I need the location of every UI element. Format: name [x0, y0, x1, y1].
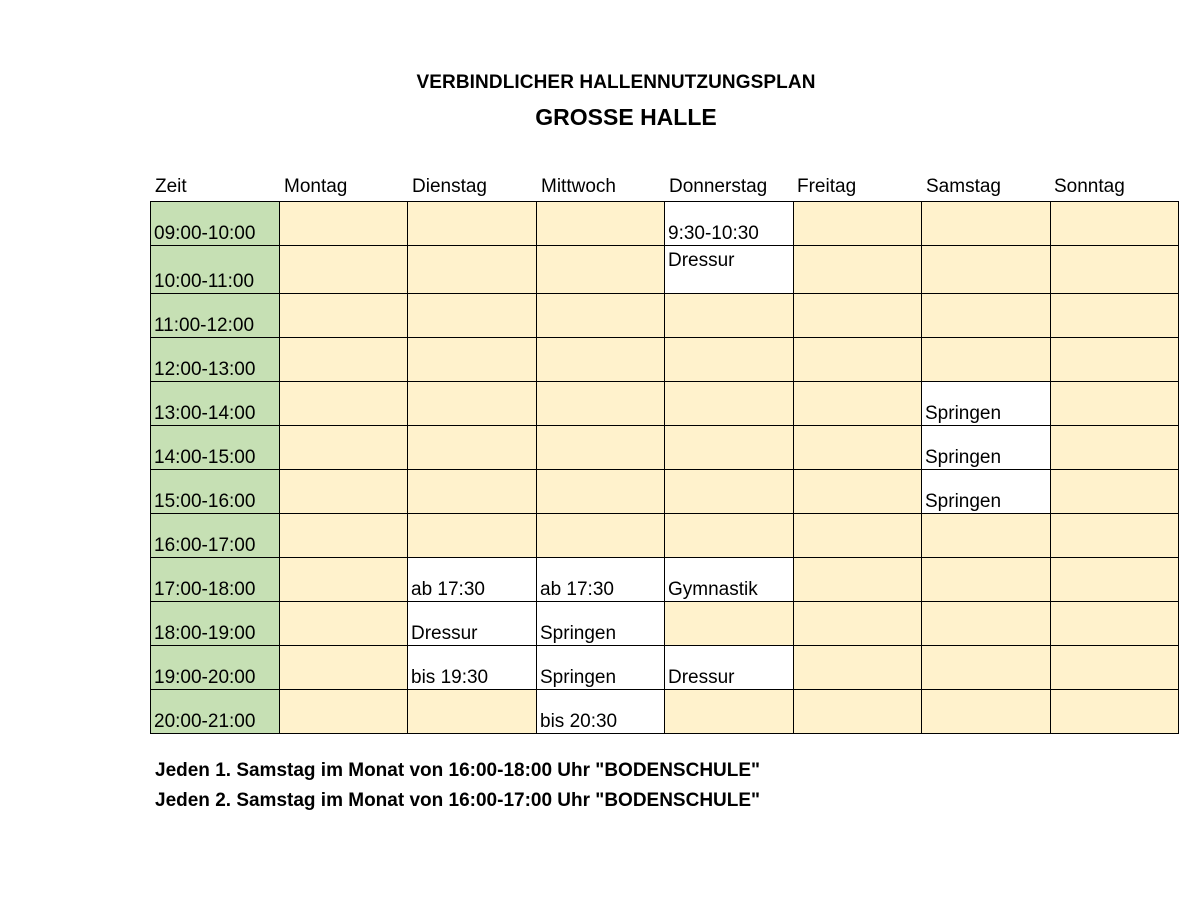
cell-dienstag — [408, 338, 537, 382]
cell-sonntag — [1051, 690, 1179, 734]
cell-samstag — [922, 646, 1051, 690]
cell-montag — [280, 558, 408, 602]
cell-montag — [280, 514, 408, 558]
cell-freitag — [794, 338, 922, 382]
time-slot-cell: 14:00-15:00 — [151, 426, 280, 470]
cell-mittwoch — [537, 426, 665, 470]
time-slot-cell: 13:00-14:00 — [151, 382, 280, 426]
cell-dienstag: Dressur — [408, 602, 537, 646]
cell-freitag — [794, 514, 922, 558]
cell-sonntag — [1051, 338, 1179, 382]
time-slot-cell: 19:00-20:00 — [151, 646, 280, 690]
table-row — [151, 514, 1179, 558]
cell-dienstag — [408, 382, 537, 426]
cell-samstag: Springen — [922, 426, 1051, 470]
cell-mittwoch — [537, 338, 665, 382]
cell-samstag — [922, 690, 1051, 734]
cell-samstag: Springen — [922, 382, 1051, 426]
header-zeit: Zeit — [155, 176, 187, 197]
cell-donnerstag — [665, 426, 794, 470]
time-slot-cell: 18:00-19:00 — [151, 602, 280, 646]
cell-donnerstag — [665, 382, 794, 426]
cell-donnerstag: Dressur — [665, 646, 794, 690]
header-dienstag: Dienstag — [412, 176, 487, 197]
cell-freitag — [794, 602, 922, 646]
cell-sonntag — [1051, 426, 1179, 470]
cell-dienstag: ab 17:30 — [408, 558, 537, 602]
time-slot-cell: 09:00-10:00 — [151, 202, 280, 246]
cell-samstag — [922, 202, 1051, 246]
cell-mittwoch — [537, 294, 665, 338]
cell-donnerstag — [665, 602, 794, 646]
cell-sonntag — [1051, 382, 1179, 426]
cell-donnerstag — [665, 514, 794, 558]
header-sonntag: Sonntag — [1054, 176, 1125, 197]
cell-montag — [280, 690, 408, 734]
time-slot-cell: 15:00-16:00 — [151, 470, 280, 514]
header-samstag: Samstag — [926, 176, 1001, 197]
cell-freitag — [794, 246, 922, 294]
time-slot-cell: 10:00-11:00 — [151, 246, 280, 294]
cell-donnerstag — [665, 338, 794, 382]
cell-montag — [280, 202, 408, 246]
cell-samstag: Springen — [922, 470, 1051, 514]
cell-dienstag — [408, 514, 537, 558]
time-slot-cell: 16:00-17:00 — [151, 514, 280, 558]
cell-dienstag — [408, 470, 537, 514]
cell-sonntag — [1051, 294, 1179, 338]
cell-sonntag — [1051, 602, 1179, 646]
cell-samstag — [922, 514, 1051, 558]
table-row — [151, 294, 1179, 338]
time-slot-cell: 12:00-13:00 — [151, 338, 280, 382]
cell-dienstag — [408, 690, 537, 734]
cell-mittwoch — [537, 514, 665, 558]
cell-donnerstag: Gymnastik — [665, 558, 794, 602]
cell-montag — [280, 470, 408, 514]
cell-mittwoch: bis 20:30 — [537, 690, 665, 734]
note-first-saturday: Jeden 1. Samstag im Monat von 16:00-18:00 Uhr "BODENSCHULE" — [155, 760, 761, 781]
header-donnerstag: Donnerstag — [669, 176, 768, 197]
cell-dienstag: bis 19:30 — [408, 646, 537, 690]
time-slot-cell: 17:00-18:00 — [151, 558, 280, 602]
cell-sonntag — [1051, 246, 1179, 294]
cell-samstag — [922, 602, 1051, 646]
header-montag: Montag — [284, 176, 348, 197]
cell-montag — [280, 338, 408, 382]
cell-montag — [280, 426, 408, 470]
table-row — [151, 690, 1179, 734]
cell-mittwoch — [537, 202, 665, 246]
plan-title: VERBINDLICHER HALLENNUTZUNGSPLAN — [416, 72, 816, 93]
cell-donnerstag — [665, 470, 794, 514]
cell-donnerstag — [665, 690, 794, 734]
cell-samstag — [922, 558, 1051, 602]
cell-samstag — [922, 294, 1051, 338]
cell-samstag — [922, 338, 1051, 382]
cell-freitag — [794, 202, 922, 246]
cell-montag — [280, 646, 408, 690]
table-row — [151, 382, 1179, 426]
cell-montag — [280, 246, 408, 294]
cell-dienstag — [408, 426, 537, 470]
table-row — [151, 602, 1179, 646]
cell-donnerstag — [665, 294, 794, 338]
cell-mittwoch — [537, 246, 665, 294]
cell-donnerstag: Dressur — [665, 246, 794, 294]
cell-sonntag — [1051, 646, 1179, 690]
table-row — [151, 558, 1179, 602]
table-row — [151, 338, 1179, 382]
cell-mittwoch: ab 17:30 — [537, 558, 665, 602]
hall-title: GROSSE HALLE — [535, 104, 717, 130]
cell-montag — [280, 294, 408, 338]
cell-freitag — [794, 294, 922, 338]
time-slot-cell: 20:00-21:00 — [151, 690, 280, 734]
cell-freitag — [794, 470, 922, 514]
cell-freitag — [794, 382, 922, 426]
note-second-saturday: Jeden 2. Samstag im Monat von 16:00-17:00 Uhr "BODENSCHULE" — [155, 790, 761, 811]
cell-montag — [280, 382, 408, 426]
cell-mittwoch: Springen — [537, 646, 665, 690]
time-slot-cell: 11:00-12:00 — [151, 294, 280, 338]
table-row — [151, 426, 1179, 470]
cell-freitag — [794, 690, 922, 734]
table-row — [151, 646, 1179, 690]
cell-mittwoch: Springen — [537, 602, 665, 646]
cell-sonntag — [1051, 558, 1179, 602]
cell-mittwoch — [537, 382, 665, 426]
cell-samstag — [922, 246, 1051, 294]
cell-dienstag — [408, 294, 537, 338]
header-freitag: Freitag — [797, 176, 857, 197]
table-row — [151, 470, 1179, 514]
cell-sonntag — [1051, 470, 1179, 514]
cell-freitag — [794, 646, 922, 690]
table-row — [151, 202, 1179, 246]
cell-donnerstag: 9:30-10:30 — [665, 202, 794, 246]
table-row — [151, 246, 1179, 294]
cell-montag — [280, 602, 408, 646]
cell-sonntag — [1051, 514, 1179, 558]
header-mittwoch: Mittwoch — [541, 176, 616, 197]
cell-sonntag — [1051, 202, 1179, 246]
cell-freitag — [794, 426, 922, 470]
schedule-table — [150, 201, 1179, 734]
cell-mittwoch — [537, 470, 665, 514]
cell-dienstag — [408, 202, 537, 246]
cell-dienstag — [408, 246, 537, 294]
cell-freitag — [794, 558, 922, 602]
